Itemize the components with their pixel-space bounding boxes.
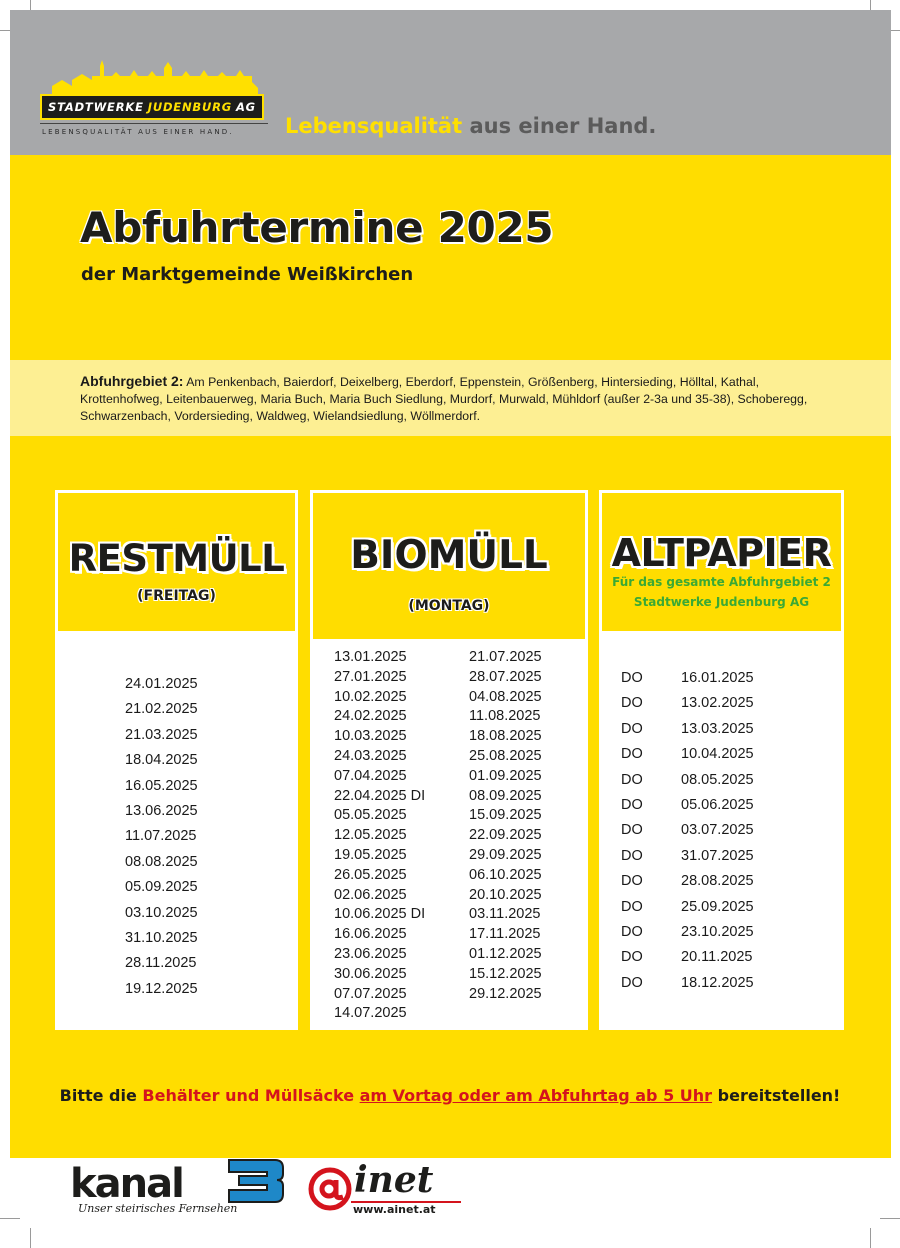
weekday: DO (621, 822, 643, 839)
list-item: 18.04.2025 (125, 752, 198, 769)
date: 25.09.2025 (681, 898, 754, 915)
biomuell-header (313, 493, 585, 639)
list-item: 21.07.2025 (469, 649, 542, 665)
list-item: 26.05.2025 (334, 866, 407, 883)
date: 23.10.2025 (681, 924, 754, 941)
list-item: 31.10.2025 (125, 930, 198, 947)
list-item: 03.10.2025 (125, 904, 198, 921)
list-item: 07.07.2025 (334, 985, 407, 1002)
list-item: 10.02.2025 (334, 688, 407, 705)
list-item: 01.12.2025 (469, 945, 542, 962)
slogan (285, 114, 656, 138)
list-item: 07.04.2025 (334, 767, 407, 784)
kanal-wordmark: kanal (70, 1161, 183, 1207)
list-item: 23.06.2025 (334, 945, 407, 962)
list-item: 25.08.2025 (469, 747, 542, 764)
biomuell-card (310, 490, 588, 1030)
slogan-highlight: Lebensqualität (285, 114, 463, 138)
area-text: Am Penkenbach, Baierdorf, Deixelberg, Eberdorf, Eppenstein, Größenberg, Hintersieding, Hölltal, Kathal, Krottenhofweg, Leitenbauerweg, Maria Buch, Maria Buch Siedlung, Murdorf, Murwald, Mühldorf (außer 2-3a und 35-38), Schoberegg, Schwarzenbach, Vordersieding, Waldweg, Wielandsiedlung, Wöllmerdorf. (80, 375, 808, 423)
page-title: Abfuhrtermine 2025 (80, 203, 554, 252)
weekday: DO (621, 670, 643, 686)
notice-part2: Behälter und Müllsäcke (142, 1086, 355, 1105)
list-item: 05.09.2025 (125, 879, 198, 896)
notice-part3: am Vortag oder am Abfuhrtag ab 5 Uhr (359, 1086, 713, 1105)
date: 20.11.2025 (681, 949, 753, 966)
date: 10.04.2025 (681, 746, 754, 763)
list-item (621, 971, 754, 996)
list-item: 13.01.2025 (334, 649, 407, 665)
ainet-url: www.ainet.at (353, 1203, 436, 1216)
date: 13.03.2025 (681, 720, 754, 737)
list-item (621, 717, 754, 742)
list-item: 24.01.2025 (125, 676, 198, 692)
at-sign-icon (307, 1165, 353, 1211)
weekday: DO (621, 695, 643, 712)
logo-name-highlight: JUDENBURG (147, 100, 232, 114)
list-item: 12.05.2025 (334, 827, 407, 844)
list-item: 19.05.2025 (334, 846, 407, 863)
list-item: 20.10.2025 (469, 886, 542, 903)
list-item (621, 768, 754, 793)
list-item: 22.09.2025 (469, 827, 542, 844)
biomuell-date-list-right (469, 648, 542, 1004)
crop-mark (0, 1218, 20, 1219)
weekday: DO (621, 974, 643, 991)
kanal3-logo (70, 1161, 290, 1221)
page-subtitle: der Marktgemeinde Weißkirchen (81, 264, 414, 285)
crop-mark (870, 1228, 871, 1248)
list-item: 16.06.2025 (334, 926, 407, 943)
list-item (621, 666, 754, 691)
biomuell-date-list-left (334, 648, 425, 1024)
list-item: 08.08.2025 (125, 853, 198, 870)
logo-tagline: LEBENSQUALITÄT AUS EINER HAND. (42, 128, 234, 136)
altpapier-header (602, 493, 841, 631)
list-item: 19.12.2025 (125, 980, 198, 997)
list-item: 11.08.2025 (469, 708, 541, 725)
list-item: 02.06.2025 (334, 886, 407, 903)
altpapier-note-line1: Für das gesamte Abfuhrgebiet 2 (612, 575, 831, 589)
biomuell-title: BIOMÜLL (350, 533, 548, 578)
list-item: 11.07.2025 (125, 828, 197, 845)
date: 31.07.2025 (681, 847, 754, 864)
crop-mark (30, 1228, 31, 1248)
date: 28.08.2025 (681, 873, 754, 890)
altpapier-date-list (621, 666, 754, 996)
list-item: 10.03.2025 (334, 728, 407, 745)
list-item (621, 945, 754, 970)
ainet-wordmark: inet (354, 1159, 434, 1201)
altpapier-note-line2: Stadtwerke Judenburg AG (633, 595, 810, 609)
list-item: 29.09.2025 (469, 846, 542, 863)
list-item (621, 691, 754, 716)
list-item: 03.11.2025 (469, 906, 541, 923)
list-item: 13.06.2025 (125, 803, 198, 820)
restmuell-header (58, 493, 295, 631)
weekday: DO (621, 720, 643, 737)
list-item (621, 895, 754, 920)
kanal-tagline: Unser steirisches Fernsehen (78, 1202, 238, 1215)
weekday: DO (621, 873, 643, 890)
list-item (621, 920, 754, 945)
notice-part1: Bitte die (59, 1086, 137, 1105)
list-item: 10.06.2025 DI (334, 906, 426, 923)
logo-divider (40, 123, 268, 124)
restmuell-day: (FREITAG) (137, 588, 216, 604)
weekday: DO (621, 924, 643, 941)
date: 08.05.2025 (681, 771, 754, 788)
notice-text (0, 1086, 900, 1105)
area-label: Abfuhrgebiet 2: (80, 373, 184, 389)
list-item: 27.01.2025 (334, 668, 407, 685)
biomuell-day: (MONTAG) (408, 598, 490, 614)
altpapier-card (599, 490, 844, 1030)
weekday: DO (621, 797, 643, 814)
list-item: 22.04.2025 DI (334, 787, 426, 804)
logo-name-suffix: AG (235, 100, 256, 114)
list-item (621, 844, 754, 869)
restmuell-title: RESTMÜLL (68, 537, 285, 580)
list-item: 18.08.2025 (469, 728, 542, 745)
list-item: 08.09.2025 (469, 787, 542, 804)
list-item: 29.12.2025 (469, 985, 542, 1002)
ainet-logo (307, 1159, 467, 1221)
number-three-icon (225, 1156, 285, 1204)
list-item: 21.03.2025 (125, 726, 198, 743)
list-item: 24.03.2025 (334, 747, 407, 764)
date: 18.12.2025 (681, 974, 754, 991)
list-item: 06.10.2025 (469, 866, 542, 883)
list-item (621, 869, 754, 894)
weekday: DO (621, 949, 643, 966)
list-item: 04.08.2025 (469, 688, 542, 705)
list-item: 28.11.2025 (125, 955, 197, 972)
weekday: DO (621, 898, 643, 915)
weekday: DO (621, 746, 643, 763)
area-description (80, 373, 840, 425)
town-skyline-icon (40, 56, 268, 98)
restmuell-card (55, 490, 298, 1030)
notice-part4: bereitstellen! (717, 1086, 841, 1105)
list-item: 24.02.2025 (334, 708, 407, 725)
list-item (621, 793, 754, 818)
date: 16.01.2025 (681, 670, 754, 686)
weekday: DO (621, 847, 643, 864)
slogan-rest: aus einer Hand. (469, 114, 657, 138)
list-item: 21.02.2025 (125, 701, 198, 718)
list-item: 28.07.2025 (469, 668, 542, 685)
list-item: 14.07.2025 (334, 1005, 407, 1022)
crop-mark (880, 1218, 900, 1219)
list-item: 16.05.2025 (125, 777, 198, 794)
list-item: 15.09.2025 (469, 807, 542, 824)
altpapier-title: ALTPAPIER (611, 531, 832, 575)
altpapier-note (602, 572, 841, 612)
list-item (621, 818, 754, 843)
logo-wordmark (40, 94, 264, 120)
list-item: 30.06.2025 (334, 965, 407, 982)
list-item (621, 742, 754, 767)
date: 13.02.2025 (681, 695, 754, 712)
date: 05.06.2025 (681, 797, 754, 814)
list-item: 05.05.2025 (334, 807, 407, 824)
stadtwerke-logo (40, 56, 272, 151)
header-band (10, 10, 891, 155)
weekday: DO (621, 771, 643, 788)
list-item: 17.11.2025 (469, 926, 541, 943)
restmuell-date-list (125, 672, 198, 1002)
date: 03.07.2025 (681, 822, 754, 839)
list-item: 01.09.2025 (469, 767, 542, 784)
list-item: 15.12.2025 (469, 965, 542, 982)
logo-name-prefix: STADTWERKE (48, 100, 144, 114)
